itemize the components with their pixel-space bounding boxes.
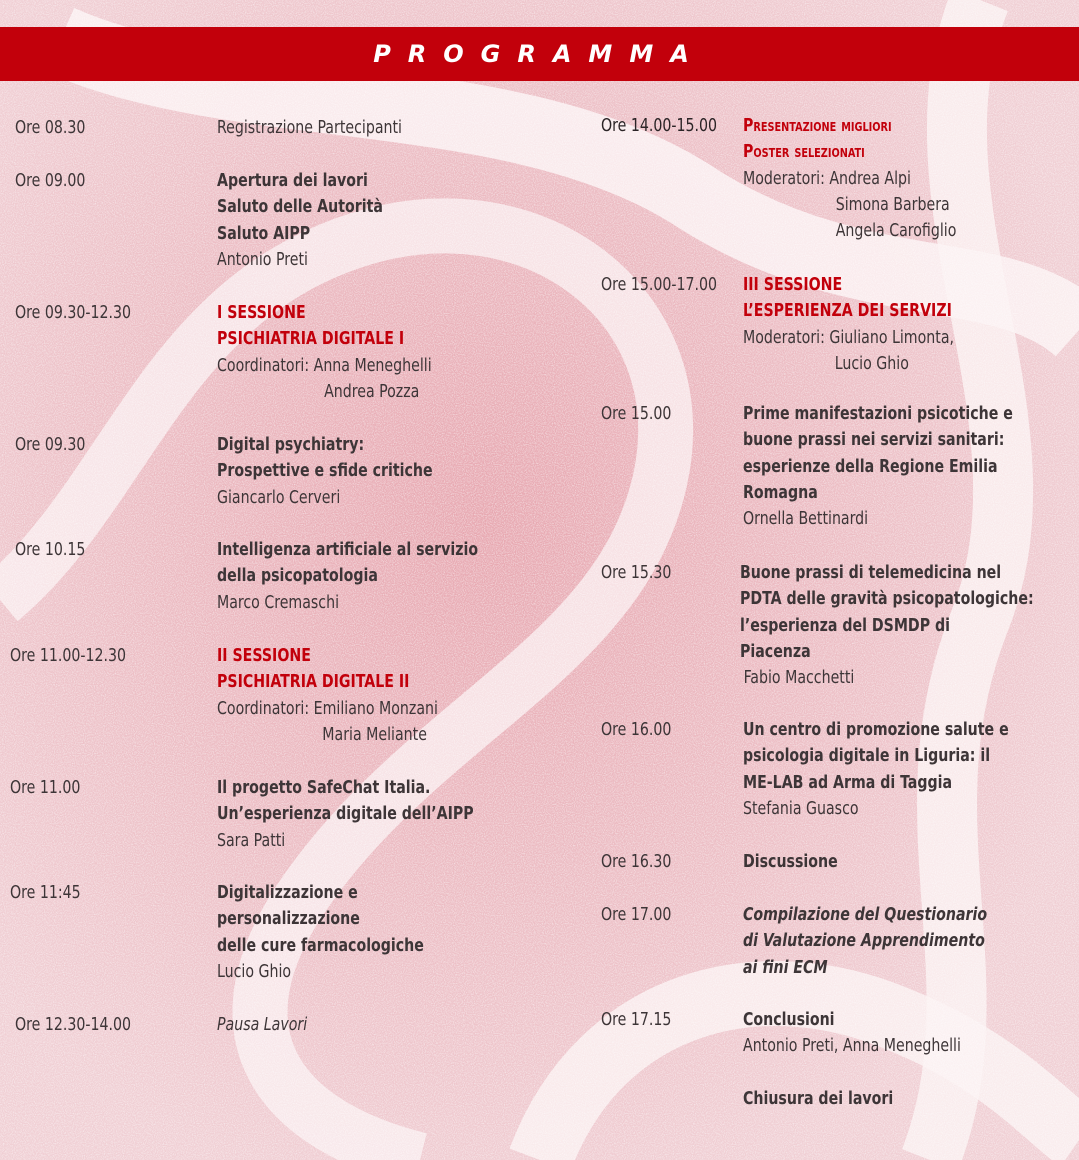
entry-line: della psicopatologia [217,566,378,587]
entry-line: I SESSIONE [217,303,306,323]
entry-line: esperienze della Regione Emilia [743,456,998,477]
entry-line: Buone prassi di telemedicina nel [740,563,1002,583]
schedule-time: Ore 09.30 [15,435,86,455]
schedule-time: Ore 17.00 [601,905,672,925]
schedule-time: Ore 12.30-14.00 [15,1015,132,1035]
entry-line: Stefania Guasco [743,798,859,819]
entry-line: PSICHIATRIA DIGITALE I [217,329,405,350]
entry-line: Pausa Lavori [217,1015,308,1035]
entry-line: Lucio Ghio [834,353,909,374]
entry-line: Digitalizzazione e [217,883,358,903]
schedule-time: Ore 14.00-15.00 [601,116,718,136]
entry-line: III SESSIONE [743,275,843,295]
schedule-time: Ore 09.00 [15,171,86,191]
entry-line: Un centro di promozione salute e [743,720,1009,740]
entry-line: Angela Carofiglio [835,221,957,242]
entry-line: Simona Barbera [835,194,950,215]
schedule-entry [743,1086,893,1112]
schedule-time: Ore 11:45 [10,883,81,903]
entry-line: Maria Meliante [322,724,427,745]
entry-line: Chiusura dei lavori [743,1089,894,1109]
entry-line: Il progetto SafeChat Italia. [217,778,431,798]
schedule-entry [743,401,1013,532]
schedule-entry [743,717,1009,822]
entry-line: Antonio Preti [217,249,308,270]
entry-line: buone prassi nei servizi sanitari: [743,430,1005,451]
entry-line: ME-LAB ad Arma di Taggia [743,772,953,793]
schedule-time: Ore 15.00-17.00 [601,275,718,295]
entry-line: Intelligenza artificiale al servizio [217,540,479,560]
entry-line: Un’esperienza digitale dell’AIPP [217,804,474,825]
entry-line: l’esperienza del DSMDP di [740,615,951,636]
entry-line: Marco Cremaschi [217,592,340,613]
entry-line: Discussione [743,852,838,872]
entry-line: di Valutazione Apprendimento [743,931,985,952]
entry-line: Conclusioni [743,1010,835,1030]
schedule-entry [217,1012,307,1038]
entry-line: Ornella Bettinardi [743,509,869,530]
entry-line: Romagna [743,482,818,503]
schedule-entry [743,113,956,244]
schedule-time: Ore 16.30 [601,852,672,872]
entry-line: Prospettive e sfide critiche [217,461,433,482]
schedule-entry [743,849,838,875]
schedule-time: Ore 09.30-12.30 [15,303,132,323]
schedule-entry [743,1007,961,1060]
entry-line: Antonio Preti, Anna Meneghelli [743,1036,961,1057]
entry-line: Digital psychiatry: [217,435,365,455]
entry-line: Lucio Ghio [217,961,292,982]
schedule-entry [217,880,424,985]
schedule-entry [743,902,987,981]
schedule-time: Ore 11.00-12.30 [10,646,127,666]
schedule-entry [217,115,402,141]
entry-line: Saluto AIPP [217,223,311,244]
entry-line: Prime manifestazioni psicotiche e [743,404,1013,424]
schedule-time: Ore 16.00 [601,720,672,740]
schedule-entry [217,775,474,854]
entry-line: Moderatori: Andrea Alpi [743,168,911,189]
entry-line: Apertura dei lavori [217,171,368,191]
entry-line: Saluto delle Autorità [217,197,383,218]
schedule-time: Ore 15.30 [601,563,672,583]
entry-line: Compilazione del Questionario [743,905,988,925]
entry-line: PDTA delle gravità psicopatologiche: [740,589,1034,610]
entry-line: Moderatori: Giuliano Limonta, [743,327,955,348]
entry-line: psicologia digitale in Liguria: il [743,746,991,767]
entry-line: Piacenza [740,641,811,662]
entry-line: personalizzazione [217,909,360,930]
schedule-time: Ore 17.15 [601,1010,672,1030]
schedule-entry [217,537,478,616]
entry-line: ai fini ECM [743,957,828,978]
entry-line: Coordinatori: Anna Meneghelli [217,355,432,376]
schedule-entry [740,560,1034,691]
entry-line: Fabio Macchetti [743,668,855,689]
entry-line: Sara Patti [217,830,286,851]
schedule-entry [217,300,432,405]
entry-line: delle cure farmacologiche [217,935,424,956]
schedule-time: Ore 11.00 [10,778,81,798]
schedule-entry [217,432,433,511]
entry-line: Andrea Pozza [324,381,420,402]
schedule-entry [217,643,438,748]
schedule-entry [743,272,954,377]
schedule-entry [217,168,383,273]
schedule-time: Ore 08.30 [15,118,86,138]
entry-line: Presentazione migliori [743,116,892,136]
program-banner [0,27,1079,81]
entry-line: Giancarlo Cerveri [217,487,341,508]
entry-line: L’ESPERIENZA DEI SERVIZI [743,301,952,322]
program-title: PROGRAMMA [373,40,706,68]
entry-line: Poster selezionati [743,142,865,163]
schedule-time: Ore 10.15 [15,540,86,560]
entry-line: Registrazione Partecipanti [217,118,402,138]
schedule-time: Ore 15.00 [601,404,672,424]
entry-line: II SESSIONE [217,646,311,666]
entry-line: PSICHIATRIA DIGITALE II [217,672,410,693]
entry-line: Coordinatori: Emiliano Monzani [217,698,438,719]
